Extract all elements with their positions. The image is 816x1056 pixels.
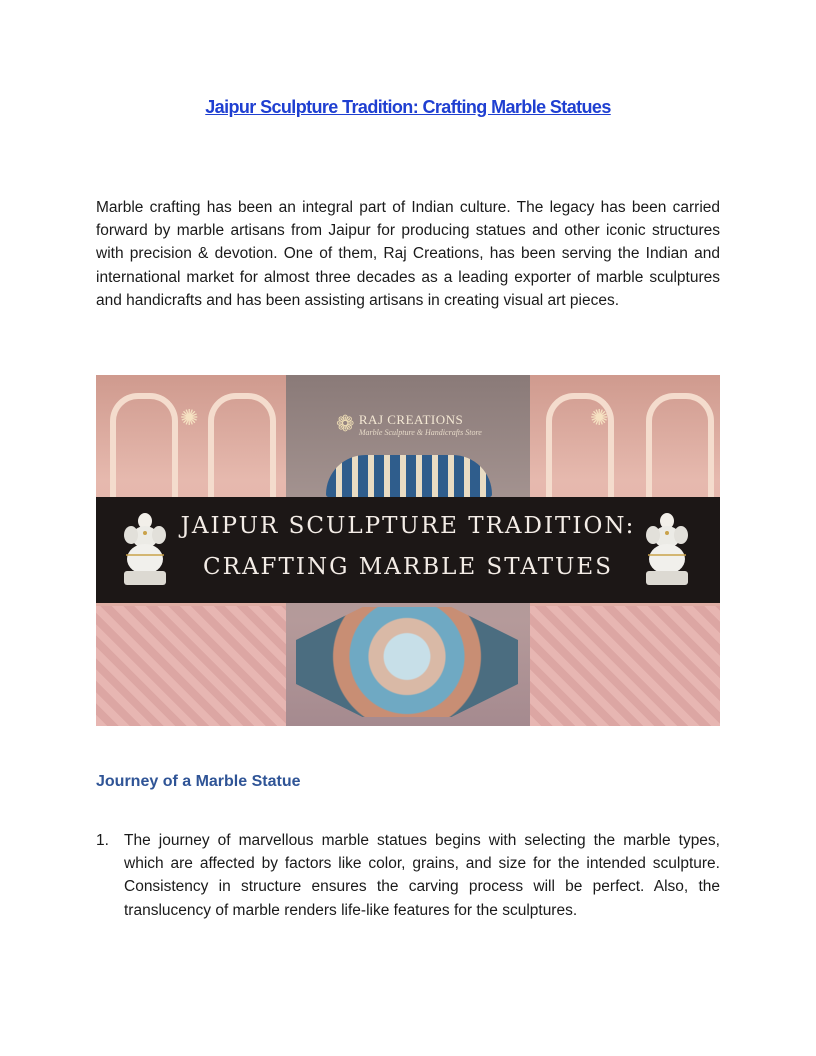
- arch-decoration: [208, 393, 276, 503]
- list-item: [96, 829, 720, 922]
- brand-logo: [336, 411, 482, 437]
- ganesha-statue-icon: [116, 511, 174, 589]
- list-number: 1.: [96, 832, 109, 849]
- section-heading: Journey of a Marble Statue: [96, 773, 301, 790]
- chandelier-icon: ✺: [180, 405, 199, 430]
- list-item-text: The journey of marvellous marble statues begins with selecting the marble types, which are affected by factors like color, grains, and size for the intended sculpture. Consistency in structure ensures the carving process will be perfect. Also, the translucency of marble renders life-like features for the sculptures.: [124, 832, 720, 919]
- logo-name: RAJ CREATIONS: [358, 411, 464, 427]
- logo-tagline: Marble Sculpture & Handicrafts Store: [358, 427, 482, 437]
- tiled-floor: [96, 606, 286, 726]
- headline-line-2: CRAFTING MARBLE STATUES: [203, 554, 613, 580]
- intro-paragraph: Marble crafting has been an integral part of Indian culture. The legacy has been carried forward by marble artisans from Jaipur for producing statues and other iconic structures with precision & devotion. One of them, Raj Creations, has been serving the Indian and international market for almost three decades as a leading exporter of marble sculptures and handicrafts and has been assisting artisans in creating visual art pieces.: [96, 199, 720, 309]
- mandala-icon: ❁: [336, 411, 355, 436]
- chandelier-icon: ✺: [590, 405, 609, 430]
- headline-line-1: JAIPUR SCULPTURE TRADITION:: [180, 513, 636, 539]
- octagonal-fountain: [296, 607, 518, 717]
- painted-seat: [326, 455, 492, 497]
- banner-image: [96, 375, 720, 726]
- headline-band: [96, 497, 720, 603]
- title-link[interactable]: Jaipur Sculpture Tradition: Crafting Marble Statues: [205, 97, 611, 117]
- arch-decoration: [110, 393, 178, 503]
- arch-decoration: [646, 393, 714, 503]
- tiled-floor: [530, 606, 720, 726]
- journey-list: [96, 829, 720, 922]
- ganesha-statue-icon: [638, 511, 696, 589]
